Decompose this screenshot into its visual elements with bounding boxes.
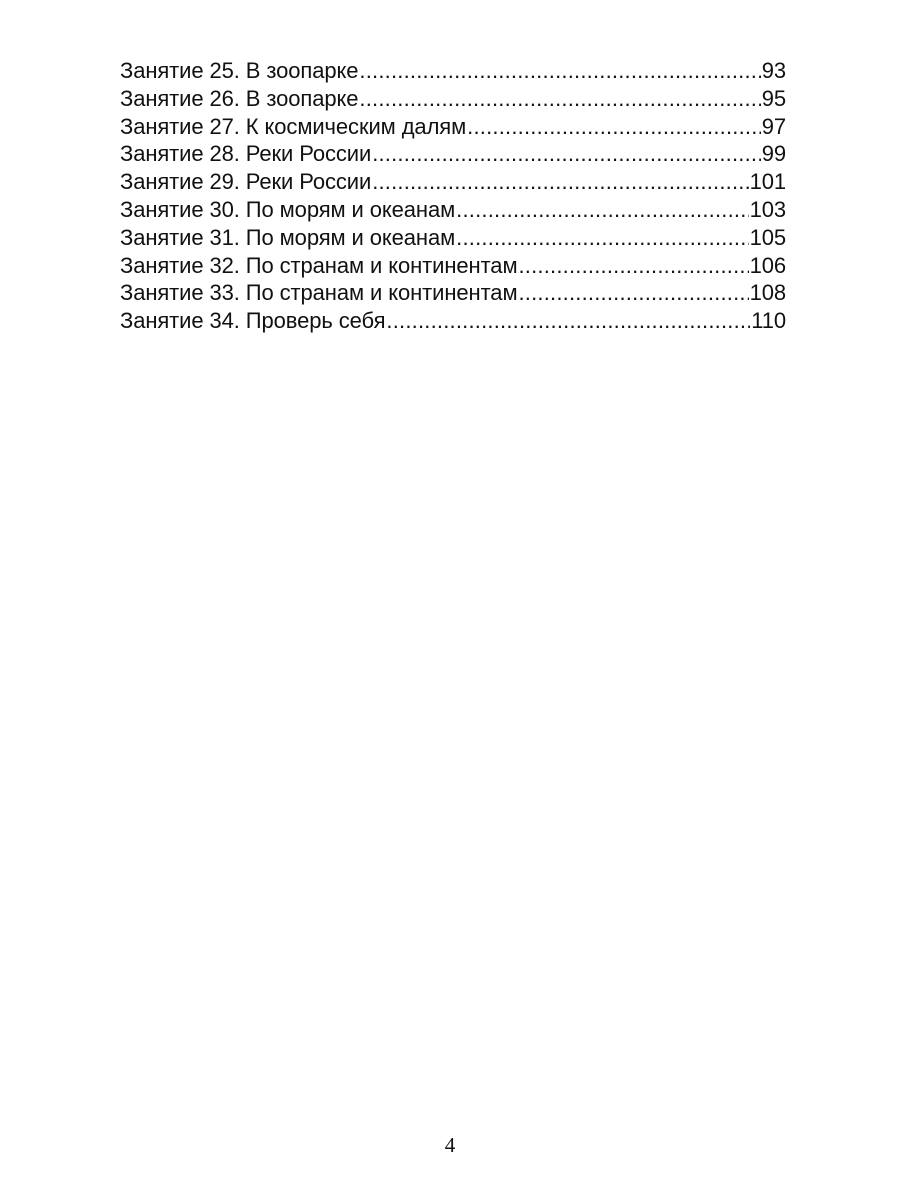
toc-entry	[120, 252, 786, 280]
toc-entry-page: 95	[761, 85, 786, 111]
toc-entry-page: 97	[761, 113, 786, 139]
toc-dot-leader	[467, 113, 761, 141]
toc-entry	[120, 85, 786, 113]
toc-entry-page: 106	[749, 252, 786, 278]
toc-entry	[120, 196, 786, 224]
toc-entry-title: Занятие 28. Реки России	[120, 141, 372, 167]
table-of-contents	[120, 57, 786, 335]
toc-entry	[120, 57, 786, 85]
toc-entry-page: 101	[749, 169, 786, 195]
toc-entry-page: 105	[749, 224, 786, 250]
toc-entry-title: Занятие 33. По странам и континентам	[120, 280, 518, 306]
toc-entry-title: Занятие 25. В зоопарке	[120, 58, 359, 83]
toc-entry-title: Занятие 26. В зоопарке	[120, 85, 359, 111]
toc-dot-leader	[456, 196, 748, 224]
toc-entry	[120, 307, 786, 335]
toc-entry	[120, 140, 786, 168]
toc-dot-leader	[372, 168, 748, 196]
toc-dot-leader	[359, 85, 760, 113]
toc-entry-page: 93	[761, 58, 786, 83]
toc-entry-title: Занятие 32. По странам и континентам	[120, 252, 518, 278]
toc-entry-page: 108	[749, 280, 786, 306]
toc-dot-leader	[518, 279, 748, 307]
toc-entry	[120, 279, 786, 307]
toc-dot-leader	[372, 140, 761, 168]
toc-entry-title: Занятие 30. По морям и океанам	[120, 196, 456, 222]
toc-dot-leader	[359, 57, 760, 85]
toc-entry	[120, 224, 786, 252]
toc-entry	[120, 168, 786, 196]
toc-entry-title: Занятие 29. Реки России	[120, 169, 372, 195]
toc-entry	[120, 113, 786, 141]
toc-dot-leader	[386, 307, 750, 335]
toc-entry-title: Занятие 27. К космическим далям	[120, 113, 467, 139]
toc-entry-page: 99	[761, 141, 786, 167]
toc-entry-title: Занятие 31. По морям и океанам	[120, 224, 456, 250]
toc-dot-leader	[456, 224, 748, 252]
toc-dot-leader	[518, 252, 748, 280]
toc-entry-page: 110	[751, 308, 786, 334]
toc-entry-title: Занятие 34. Проверь себя	[120, 308, 386, 334]
toc-entry-page: 103	[749, 196, 786, 222]
page-number: 4	[444, 1133, 456, 1157]
